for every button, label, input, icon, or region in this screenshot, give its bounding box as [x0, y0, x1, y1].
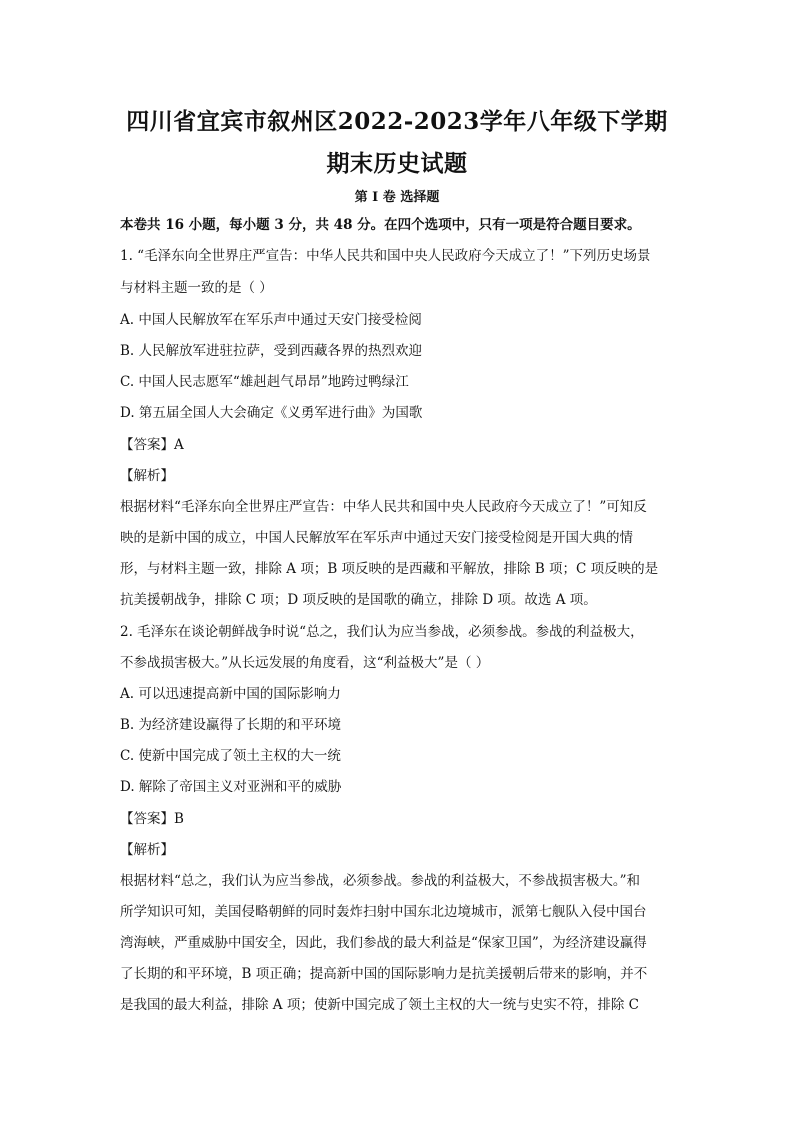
- q2-analysis-line3: 湾海峡，严重威胁中国安全，因此，我们参战的最大利益是“保家卫国”，为经济建设赢得: [120, 935, 647, 951]
- q2-answer: 【答案】B: [120, 811, 184, 827]
- q2-analysis-label: 【解析】: [120, 842, 174, 858]
- q2-stem-line1: 2. 毛泽东在谈论朝鲜战争时说“总之，我们认为应当参战，必须参战。参战的利益极大，: [120, 624, 644, 640]
- q2-option-a: A. 可以迅速提高新中国的国际影响力: [120, 686, 341, 702]
- q1-analysis-line2: 映的是新中国的成立，中国人民解放军在军乐声中通过天安门接受检阅是开国大典的情: [120, 530, 633, 546]
- q1-option-d: D. 第五届全国人大会确定《义勇军进行曲》为国歌: [120, 405, 423, 421]
- q2-stem-line2: 不参战损害极大。”从长远发展的角度看，这“利益极大”是（ ）: [120, 655, 490, 671]
- q1-analysis-line1: 根据材料“毛泽东向全世界庄严宣告：中华人民共和国中央人民政府今天成立了！”可知反: [120, 499, 647, 515]
- q1-answer: 【答案】A: [120, 437, 184, 453]
- q1-analysis-line4: 抗美援朝战争，排除 C 项；D 项反映的是国歌的确立，排除 D 项。故选 A 项。: [120, 592, 597, 608]
- q1-stem-line1: 1. “毛泽东向全世界庄严宣告：中华人民共和国中央人民政府今天成立了！”下列历史场景: [120, 248, 651, 264]
- q1-stem-line2: 与材料主题一致的是（ ）: [120, 280, 273, 296]
- q2-analysis-line2: 所学知识可知，美国侵略朝鲜的同时轰炸扫射中国东北边境城市，派第七舰队入侵中国台: [120, 904, 647, 920]
- q1-option-c: C. 中国人民志愿军“雄赳赳气昂昂”地跨过鸭绿江: [120, 374, 409, 390]
- q1-analysis-line3: 形，与材料主题一致，排除 A 项；B 项反映的是西藏和平解放，排除 B 项；C 项反映的是: [120, 561, 659, 577]
- q1-option-a: A. 中国人民解放军在军乐声中通过天安门接受检阅: [120, 312, 422, 328]
- q2-analysis-line1: 根据材料“总之，我们认为应当参战，必须参战。参战的利益极大，不参战损害极大。”和: [120, 873, 641, 889]
- q2-analysis-line5: 是我国的最大利益，排除 A 项；使新中国完成了领土主权的大一统与史实不符，排除 C: [120, 997, 639, 1013]
- q2-option-b: B. 为经济建设赢得了长期的和平环境: [120, 717, 342, 733]
- section-heading: 第 I 卷 选择题: [354, 190, 440, 205]
- document-title-line1: 四川省宜宾市叙州区2022-2023学年八年级下学期: [126, 108, 668, 135]
- instructions: 本卷共 16 小题，每小题 3 分，共 48 分。在四个选项中，只有一项是符合题目要求。: [120, 217, 641, 233]
- q2-option-c: C. 使新中国完成了领土主权的大一统: [120, 748, 341, 764]
- q2-option-d: D. 解除了帝国主义对亚洲和平的威胁: [120, 779, 342, 795]
- q1-analysis-label: 【解析】: [120, 468, 174, 484]
- document-title-line2: 期末历史试题: [326, 150, 468, 177]
- q2-analysis-line4: 了长期的和平环境，B 项正确；提高新中国的国际影响力是抗美援朝后带来的影响，并不: [120, 966, 648, 982]
- q1-option-b: B. 人民解放军进驻拉萨，受到西藏各界的热烈欢迎: [120, 343, 423, 359]
